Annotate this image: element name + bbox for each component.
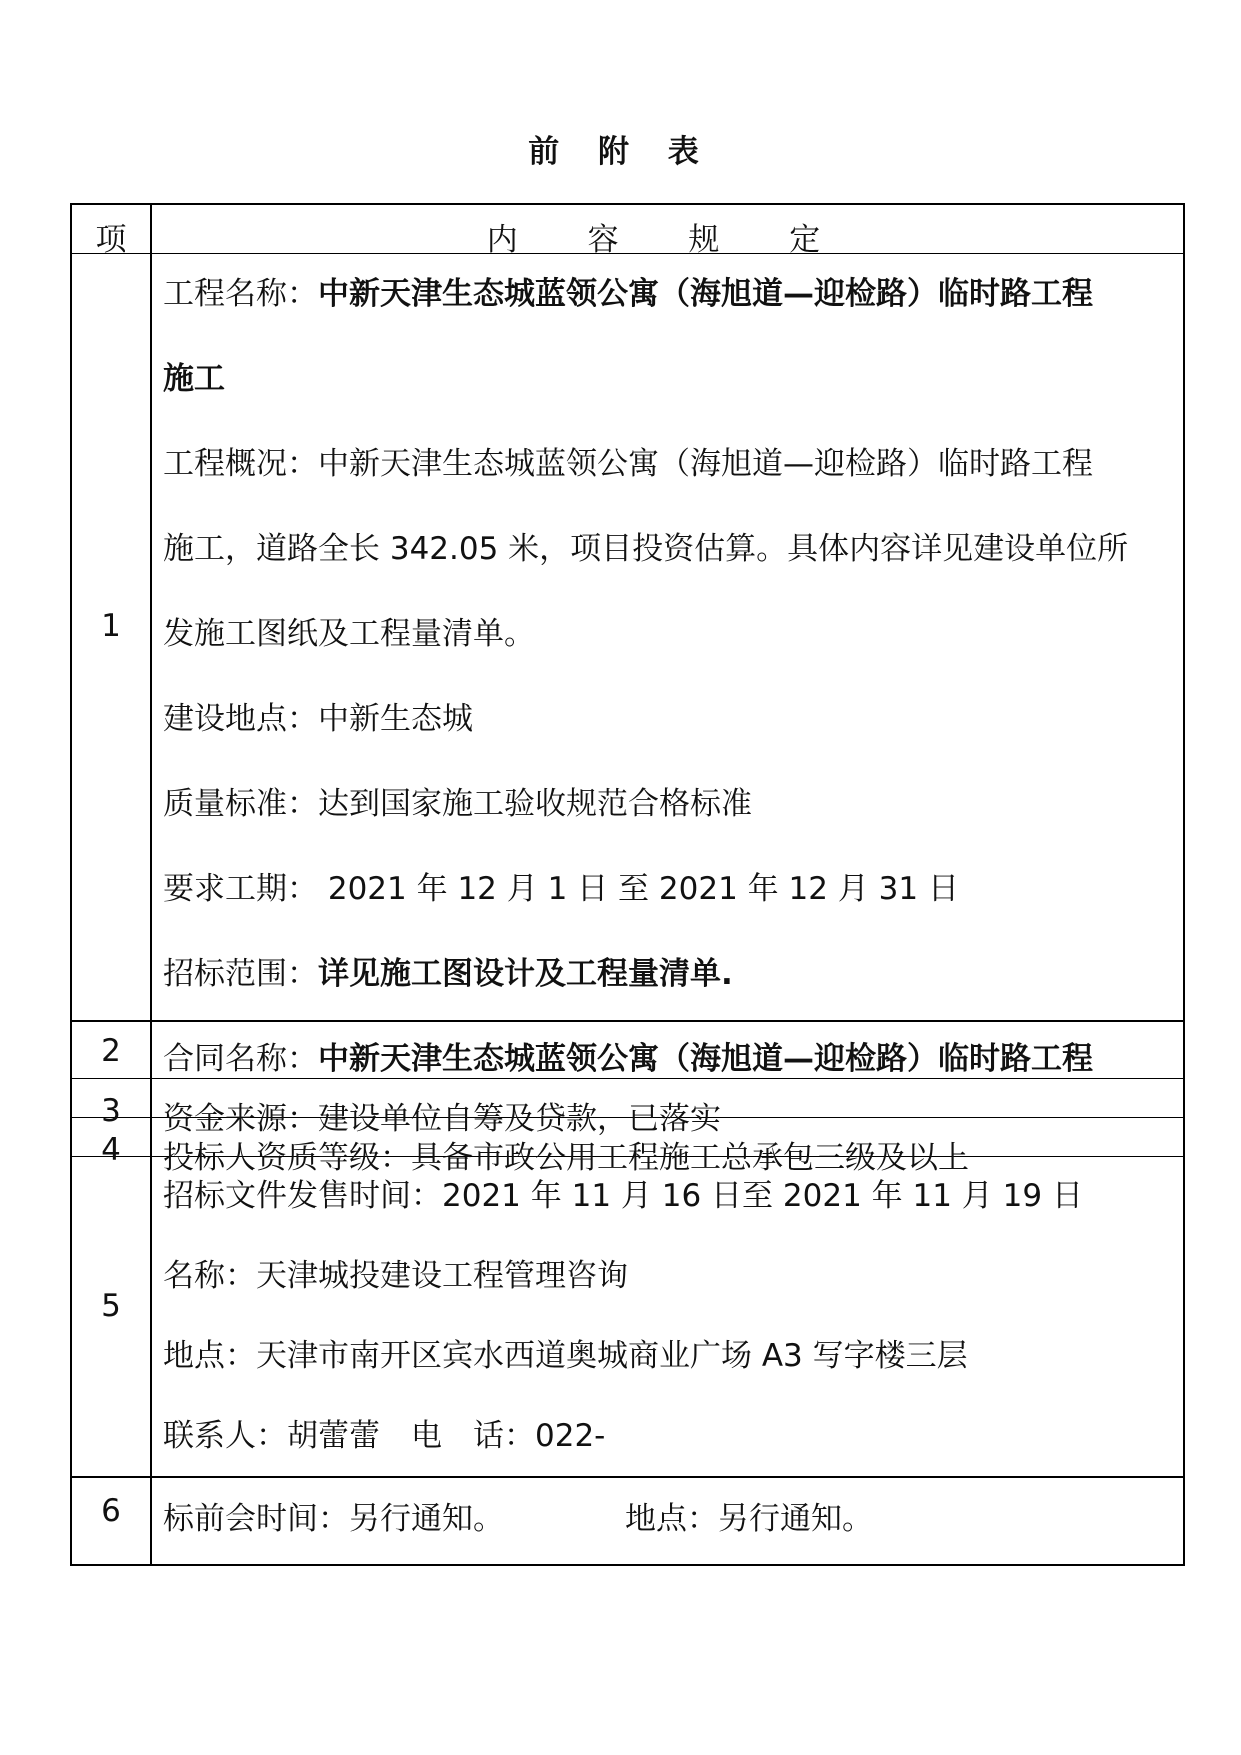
contract-name — [163, 1033, 1093, 1078]
row-number: 5 — [101, 1288, 121, 1324]
project-overview: 施工，道路全长 342.05 米，项目投资估算。具体内容详见建设单位所 — [163, 531, 1129, 567]
page-title: 前 附 表 — [528, 134, 713, 170]
table-border-left — [70, 203, 72, 1566]
table-border-bottom — [70, 1564, 1185, 1566]
tender-scope-label: 招标范围： — [163, 956, 318, 992]
project-name-value: 中新天津生态城蓝领公寓（海旭道—迎检路）临时路工程 — [318, 276, 1093, 312]
project-name — [163, 268, 1093, 313]
pre-bid-meeting-place: 地点：另行通知。 — [625, 1501, 873, 1537]
organization-address: 地点：天津市南开区宾水西道奥城商业广场 A3 写字楼三层 — [163, 1338, 968, 1374]
row-number: 2 — [101, 1033, 121, 1069]
required-period: 要求工期： 2021 年 12 月 1 日 至 2021 年 12 月 31 日 — [163, 871, 959, 907]
contract-name-value: 中新天津生态城蓝领公寓（海旭道—迎检路）临时路工程 — [318, 1041, 1093, 1077]
bidder-qualification: 投标人资质等级：具备市政公用工程施工总承包三级及以上 — [163, 1140, 969, 1176]
tender-scope-value: 详见施工图设计及工程量清单. — [318, 956, 733, 992]
document-sale-time: 招标文件发售时间：2021 年 11 月 16 日至 2021 年 11 月 19 日 — [163, 1178, 1083, 1214]
funding-source: 资金来源：建设单位自筹及贷款，已落实 — [163, 1101, 721, 1137]
row-divider — [70, 1020, 1185, 1022]
column-divider — [150, 203, 152, 1566]
row-3-clip — [70, 1079, 1183, 1137]
contract-name-label: 合同名称： — [163, 1041, 318, 1077]
header-item: 项 — [95, 222, 127, 258]
project-overview: 工程概况：中新天津生态城蓝领公寓（海旭道—迎检路）临时路工程 — [163, 446, 1093, 482]
project-name-continued: 施工 — [163, 361, 225, 397]
row-number: 4 — [101, 1132, 121, 1168]
project-name-label: 工程名称： — [163, 276, 318, 312]
contact-person: 联系人：胡蕾蕾 电 话：022- — [163, 1418, 606, 1454]
table-border-right — [1183, 203, 1185, 1566]
row-number: 6 — [101, 1493, 121, 1529]
construction-location: 建设地点：中新生态城 — [163, 701, 473, 737]
tender-scope — [163, 948, 733, 993]
quality-standard: 质量标准：达到国家施工验收规范合格标准 — [163, 786, 752, 822]
row-number: 3 — [101, 1093, 121, 1129]
pre-bid-meeting-time: 标前会时间：另行通知。 — [163, 1501, 504, 1537]
row-divider — [70, 1476, 1185, 1478]
row-4-clip — [70, 1118, 1183, 1176]
row-number: 1 — [101, 608, 121, 644]
header-content: 内 容 规 定 — [486, 222, 851, 258]
organization-name: 名称：天津城投建设工程管理咨询 — [163, 1258, 628, 1294]
project-overview: 发施工图纸及工程量清单。 — [163, 616, 535, 652]
header-row — [70, 205, 1185, 258]
